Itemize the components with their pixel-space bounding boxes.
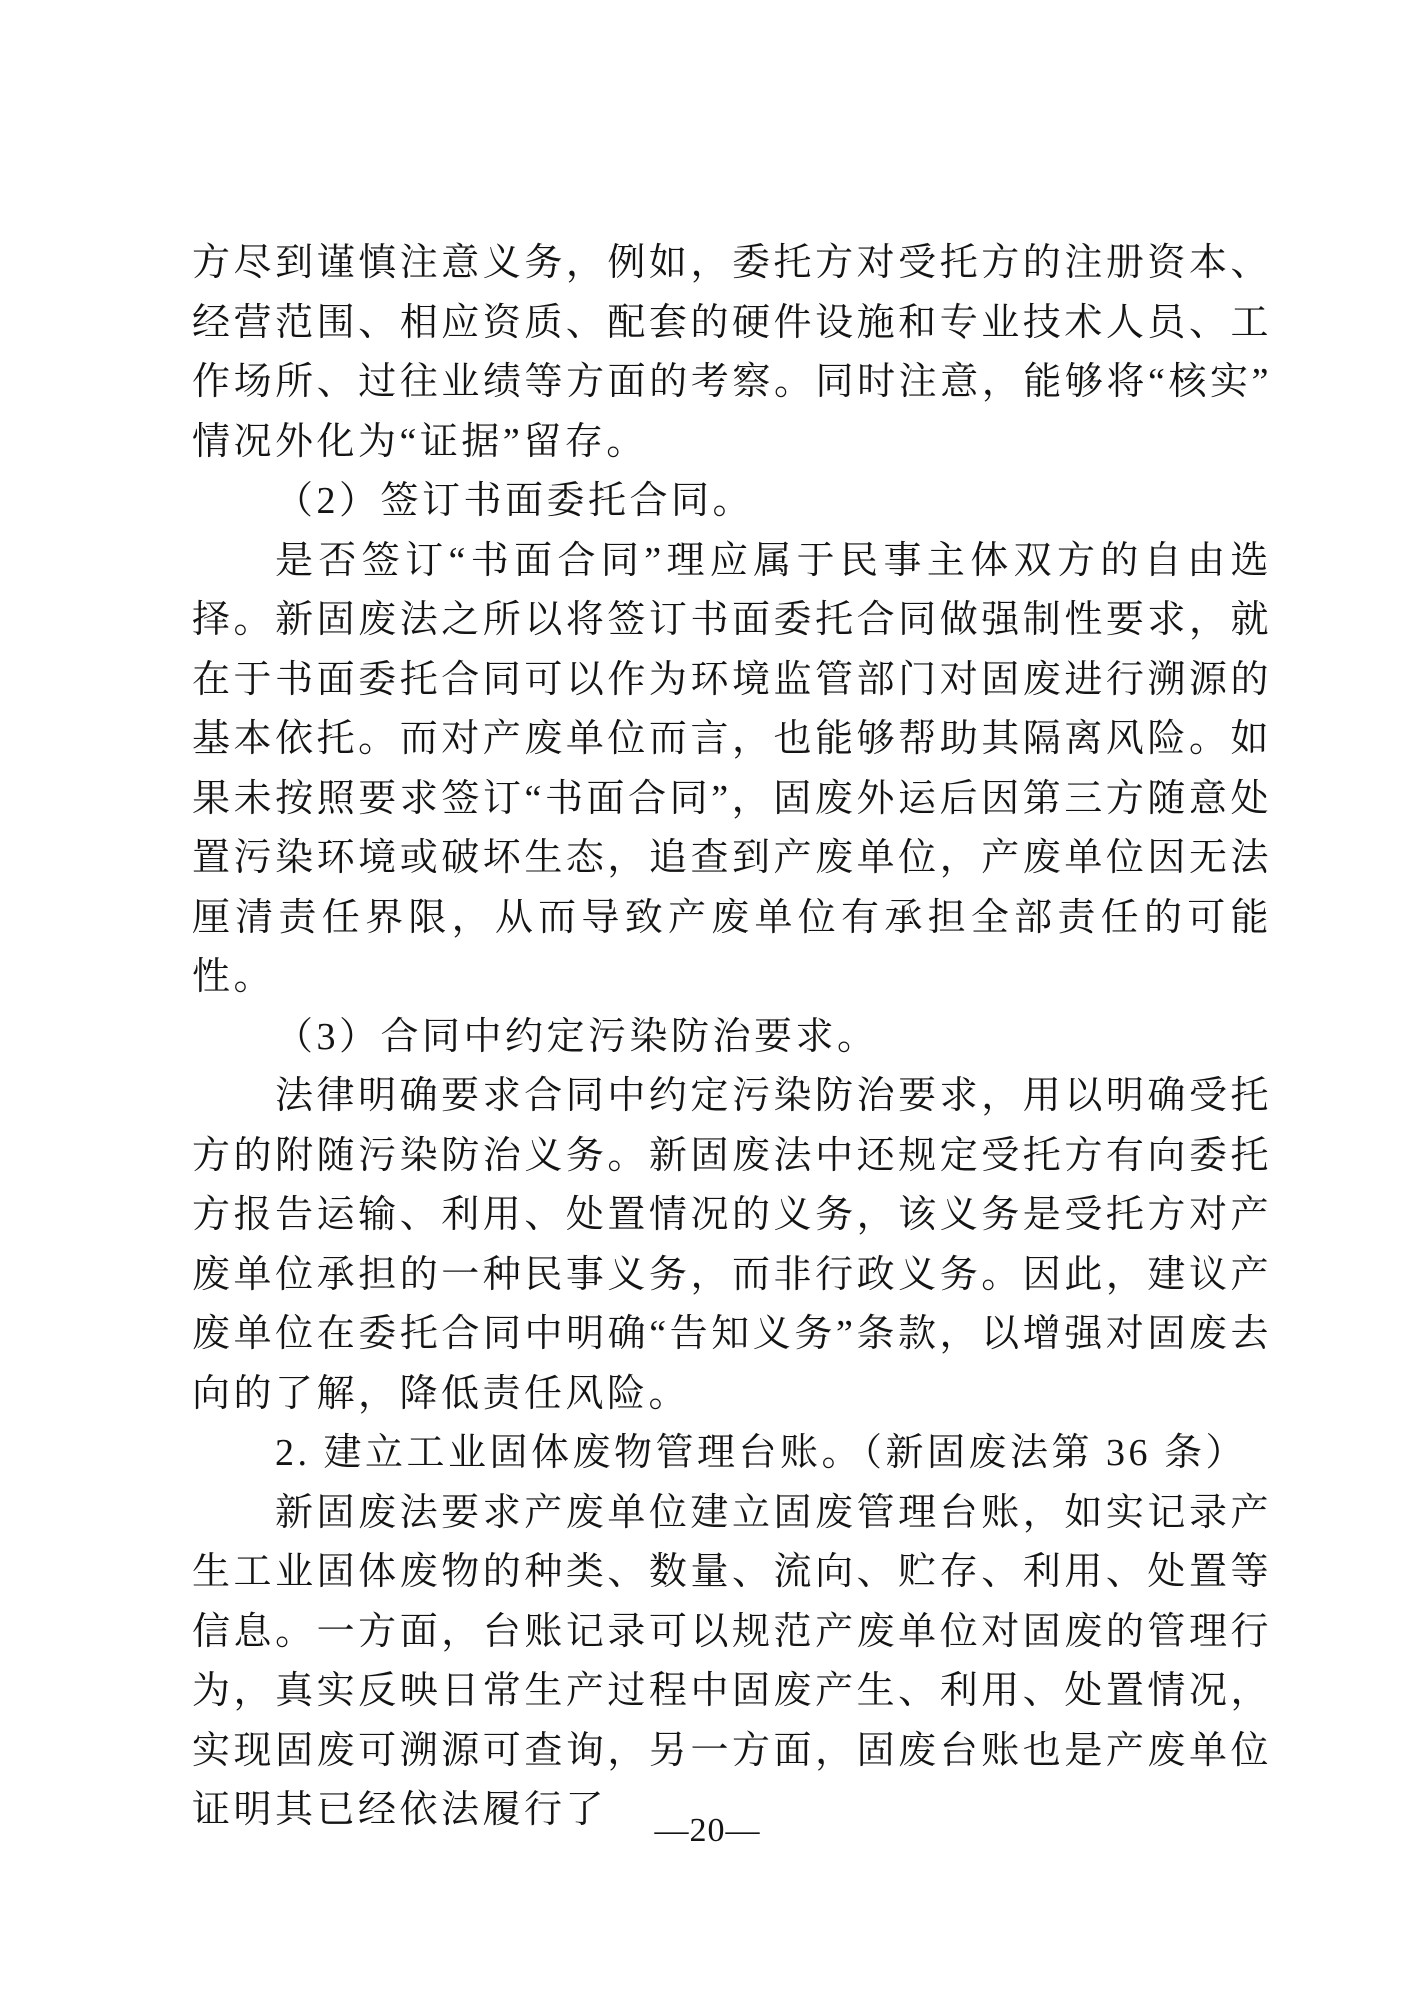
paragraph: （2）签订书面委托合同。: [275, 480, 755, 522]
paragraph: 是否签订“书面合同”理应属于民事主体双方的自由选择。新固废法之所以将签订书面委托合同做强制性要求，就在于书面委托合同可以作为环境监管部门对固废进行溯源的基本依托。而对产废单位而言，也能够帮助其隔离风险。如果未按照要求签订“书面合同”，固废外运后因第三方随意处置污染环境或破坏生态，追查到产废单位，产废单位因无法厘清责任界限，从而导致产废单位有承担全部责任的可能性。: [192, 539, 1272, 998]
paragraph: 方尽到谨慎注意义务，例如，委托方对受托方的注册资本、经营范围、相应资质、配套的硬件设施和专业技术人员、工作场所、过往业绩等方面的考察。同时注意，能够将“核实”情况外化为“证据”留存。: [192, 242, 1272, 463]
paragraph: 新固废法要求产废单位建立固废管理台账，如实记录产生工业固体废物的种类、数量、流向、贮存、利用、处置等信息。一方面，台账记录可以规范产废单位对固废的管理行为，真实反映日常生产过程中固废产生、利用、处置情况，实现固废可溯源可查询，另一方面，固废台账也是产废单位证明其已经依法履行了: [192, 1491, 1272, 1831]
page-number: —20—: [654, 1812, 761, 1849]
paragraph: 法律明确要求合同中约定污染防治要求，用以明确受托方的附随污染防治义务。新固废法中还规定受托方有向委托方报告运输、利用、处置情况的义务，该义务是受托方对产废单位承担的一种民事义务，而非行政义务。因此，建议产废单位在委托合同中明确“告知义务”条款，以增强对固废去向的了解，降低责任风险。: [192, 1075, 1272, 1415]
paragraph: 2. 建立工业固体废物管理台账。（新固废法第 36 条）: [275, 1432, 1248, 1474]
paragraph: （3）合同中约定污染防治要求。: [275, 1015, 879, 1058]
document-body: [192, 234, 1272, 1841]
